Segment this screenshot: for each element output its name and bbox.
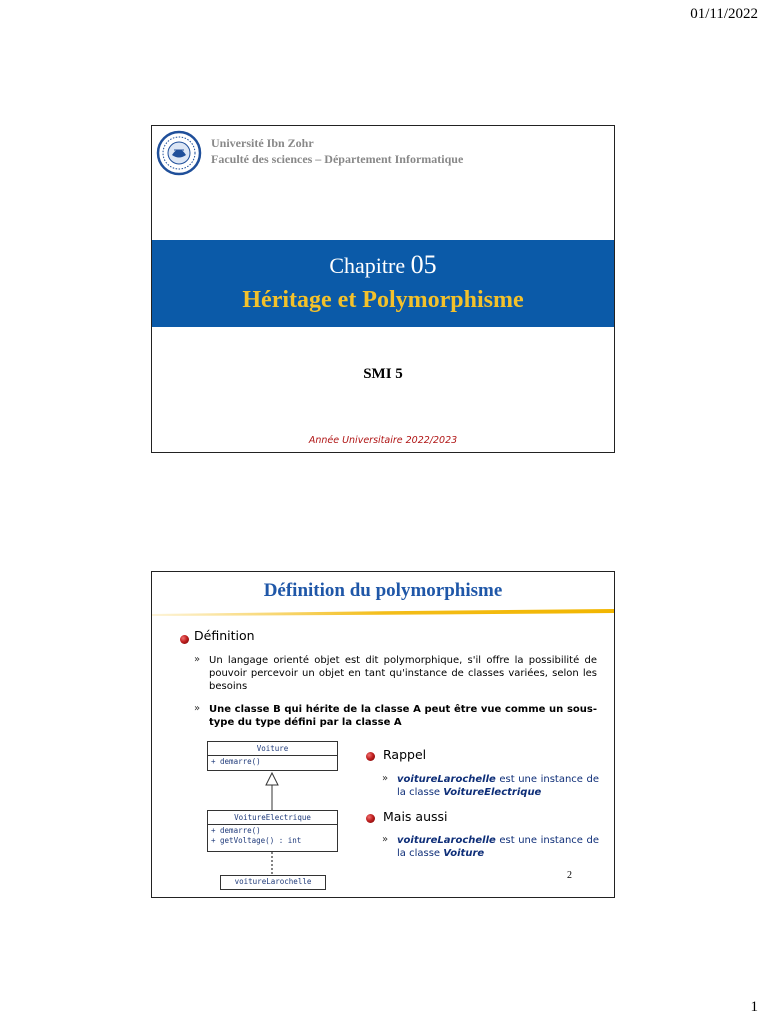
bullet-icon [180,635,189,644]
chapter-title: Héritage et Polymorphisme [242,287,524,313]
sub-bullet-icon: » [382,834,389,845]
page-number: 1 [750,999,758,1015]
uml-instance [220,875,326,890]
university-header [211,135,463,167]
university-name: Université Ibn Zohr [211,136,314,150]
rappel-phrase: est une instance de la classe [397,774,599,798]
mais-aussi-class: Voiture [443,848,485,859]
uml-method: + getVoltage() : int [211,836,302,845]
mais-aussi-heading: Mais aussi [383,809,448,824]
slide-number: 2 [567,870,572,881]
mais-aussi-phrase: est une instance de la classe [397,835,599,859]
uml-instance-name: voitureLarochelle [234,877,312,886]
faculty-name: Faculté des sciences – Département Informatique [211,152,464,166]
subtype-text: Une classe B qui hérite de la classe A peut être vue comme un sous-type du type défini par la classe A [209,704,597,728]
bullet-icon [366,814,375,823]
title-band [152,240,614,327]
mais-aussi-object: voitureLarochelle [397,835,496,846]
course-name: SMI 5 [363,366,403,382]
chapter-heading [152,250,614,280]
academic-year: Année Universitaire 2022/2023 [308,435,458,446]
definition-slide [151,571,615,898]
uml-method: + demarre() [211,757,261,766]
uml-class-name: Voiture [208,742,337,756]
definition-heading: Définition [194,628,255,643]
uml-method: + demarre() [211,826,261,835]
slide-title: Définition du polymorphisme [263,580,503,601]
rappel-text [397,773,599,799]
bullet-icon [366,752,375,761]
title-slide [151,125,615,453]
mais-aussi-text [397,834,599,860]
sub-bullet-icon: » [194,703,201,714]
uml-class-name: VoitureElectrique [208,811,337,825]
inheritance-arrow-icon [261,771,283,810]
header-date: 01/11/2022 [690,6,758,22]
chapter-label: Chapitre [329,253,406,278]
rappel-heading: Rappel [383,747,427,762]
uml-class-voiture-electrique [207,810,338,852]
rappel-class: VoitureElectrique [443,787,542,798]
sub-bullet-icon: » [382,773,389,784]
chapter-number: 05 [410,250,437,279]
title-underline [152,609,614,617]
university-logo-icon [156,130,202,176]
definition-text: Un langage orienté objet est dit polymorphique, s'il offre la possibilité de pouvoir percevoir un objet en tant qu'instance de classes variées, selon les besoins [209,655,597,692]
rappel-object: voitureLarochelle [397,774,496,785]
sub-bullet-icon: » [194,654,201,665]
uml-class-voiture [207,741,338,771]
instance-dashed-line [268,852,276,876]
